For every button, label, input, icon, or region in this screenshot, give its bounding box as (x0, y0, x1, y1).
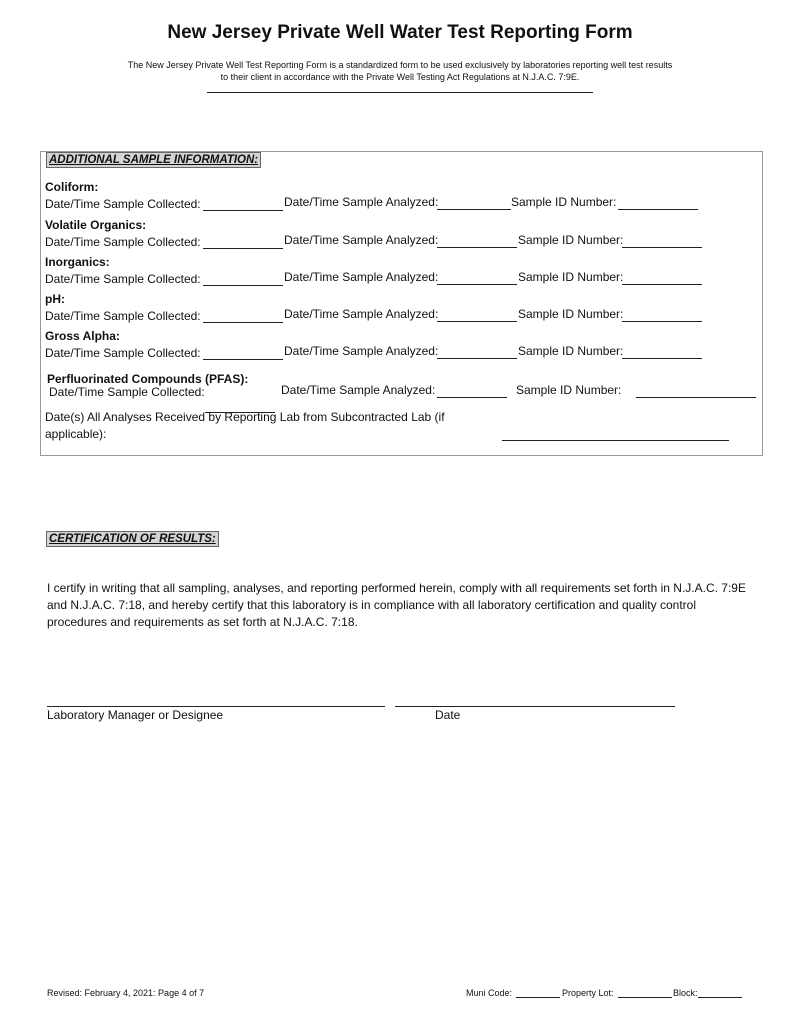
muni-code-label: Muni Code: (466, 988, 513, 998)
ph-collected-label: Date/Time Sample Collected: (45, 309, 201, 323)
coliform-sample-id-label: Sample ID Number: (511, 195, 617, 209)
subtitle-line-2: to their client in accordance with the Private Well Testing Act Regulations at N.J.A.C. 7:9E. (220, 72, 580, 82)
volatile-organics-sample-id-label: Sample ID Number: (518, 233, 624, 247)
pfas-analyzed-field[interactable] (437, 397, 507, 398)
coliform-collected-field[interactable] (203, 210, 283, 211)
ph-sample-id-field[interactable] (622, 321, 702, 322)
certification-header: CERTIFICATION OF RESULTS: (46, 531, 219, 547)
inorganics-sample-id-field[interactable] (622, 284, 702, 285)
gross-alpha-collected-field[interactable] (203, 359, 283, 360)
ph-analyzed-label: Date/Time Sample Analyzed: (284, 307, 439, 321)
volatile-organics-collected-label: Date/Time Sample Collected: (45, 235, 201, 249)
inorganics-collected-label: Date/Time Sample Collected: (45, 272, 201, 286)
additional-header: ADDITIONAL SAMPLE INFORMATION: (46, 152, 261, 168)
property-lot-field[interactable] (618, 997, 672, 998)
volatile-organics-analyzed-field[interactable] (437, 247, 517, 248)
section-coliform: Coliform: (45, 180, 99, 194)
section-volatile-organics: Volatile Organics: (45, 218, 147, 232)
signature-date-field[interactable] (395, 706, 675, 707)
pfas-collected-field[interactable] (205, 412, 275, 413)
gross-alpha-collected-label: Date/Time Sample Collected: (45, 346, 201, 360)
section-inorganics: Inorganics: (45, 255, 110, 269)
subcontract-label-2: applicable): (45, 427, 107, 441)
property-lot-label: Property Lot: (562, 988, 614, 998)
gross-alpha-sample-id-field[interactable] (622, 358, 702, 359)
subtitle-line-1: The New Jersey Private Well Test Reporting Form is a standardized form to be used exclusively by laboratories reporting well test results (127, 60, 673, 70)
section-gross-alpha: Gross Alpha: (45, 329, 120, 343)
signature-label: Laboratory Manager or Designee (47, 708, 224, 722)
date-label: Date (435, 708, 461, 722)
ph-sample-id-label: Sample ID Number: (518, 307, 624, 321)
page-title: New Jersey Private Well Water Test Reporting Form (167, 22, 633, 43)
ph-analyzed-field[interactable] (437, 321, 517, 322)
ph-collected-field[interactable] (203, 322, 283, 323)
muni-code-field[interactable] (516, 997, 560, 998)
coliform-collected-label: Date/Time Sample Collected: (45, 197, 201, 211)
volatile-organics-sample-id-field[interactable] (622, 247, 702, 248)
gross-alpha-sample-id-label: Sample ID Number: (518, 344, 624, 358)
signature-field[interactable] (47, 706, 385, 707)
inorganics-analyzed-label: Date/Time Sample Analyzed: (284, 270, 439, 284)
pfas-sample-id-field[interactable] (636, 397, 756, 398)
certification-text: I certify in writing that all sampling, analyses, and reporting performed herein, comply with all requirements set forth in N.J.A.C. 7:9E and N.J.A.C. 7:18, and hereby certify that this laboratory is in compliance with all laboratory certification and quality control procedures and requirements as set forth at N.J.A.C. 7:18. (47, 581, 746, 629)
revised-text: Revised: February 4, 2021: Page 4 of 7 (47, 988, 205, 998)
section-pfas: Perfluorinated Compounds (PFAS): (47, 372, 249, 386)
inorganics-sample-id-label: Sample ID Number: (518, 270, 624, 284)
coliform-analyzed-label: Date/Time Sample Analyzed: (284, 195, 439, 209)
pfas-analyzed-label: Date/Time Sample Analyzed: (281, 383, 436, 397)
block-field[interactable] (698, 997, 742, 998)
inorganics-analyzed-field[interactable] (437, 284, 517, 285)
subcontract-date-field[interactable] (502, 440, 729, 441)
gross-alpha-analyzed-field[interactable] (437, 358, 517, 359)
volatile-organics-collected-field[interactable] (203, 248, 283, 249)
coliform-sample-id-field[interactable] (618, 209, 698, 210)
pfas-sample-id-label: Sample ID Number: (516, 383, 622, 397)
pfas-collected-label: Date/Time Sample Collected: (49, 385, 205, 399)
inorganics-collected-field[interactable] (203, 285, 283, 286)
coliform-analyzed-field[interactable] (437, 209, 511, 210)
gross-alpha-analyzed-label: Date/Time Sample Analyzed: (284, 344, 439, 358)
subcontract-label-1: Date(s) All Analyses Received by Reporting Lab from Subcontracted Lab (if (45, 410, 445, 424)
volatile-organics-analyzed-label: Date/Time Sample Analyzed: (284, 233, 439, 247)
section-ph: pH: (45, 292, 65, 306)
divider (207, 92, 593, 93)
block-label: Block: (673, 988, 698, 998)
